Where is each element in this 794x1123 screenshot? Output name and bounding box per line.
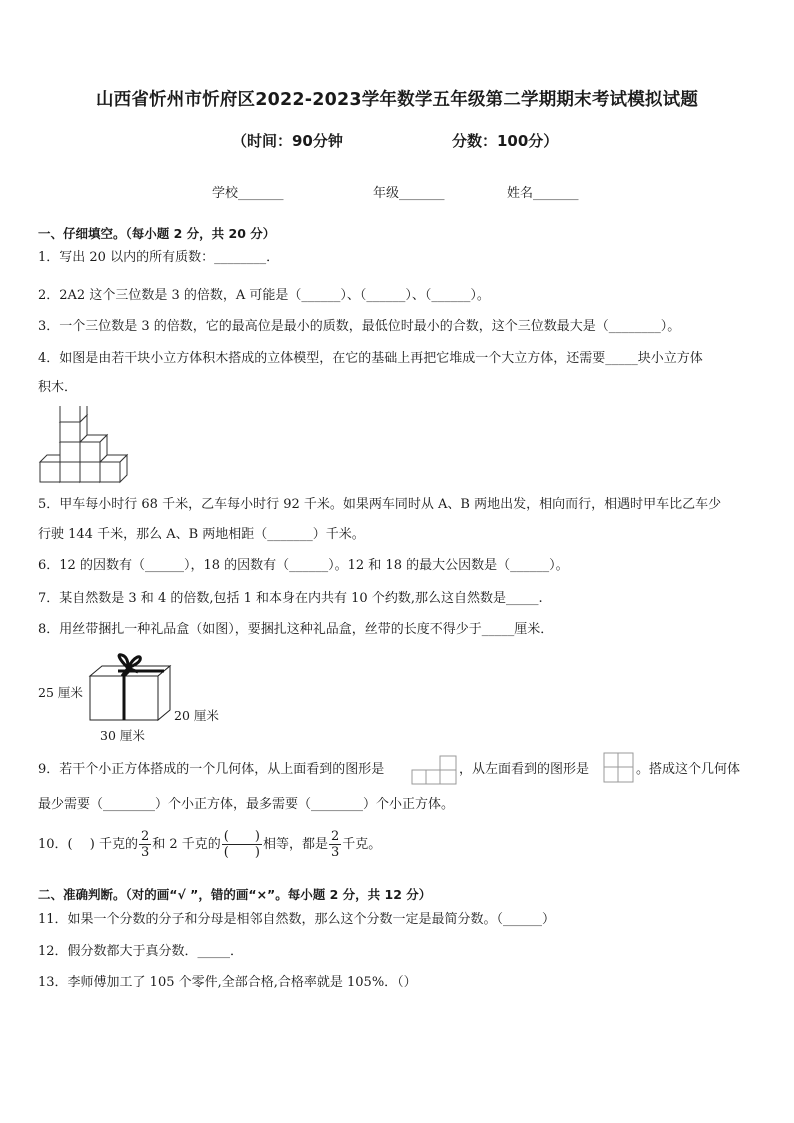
fraction-numerator: 2 — [330, 829, 340, 844]
cube-face — [40, 462, 60, 482]
name-field[interactable]: 姓名_______ — [507, 186, 579, 201]
left-view-figure — [603, 752, 635, 784]
question-5-line2: 行驶 144 千米，那么 A、B 两地相距（_______）千米。 — [38, 527, 365, 542]
question-9-part3: 。搭成这个几何体 — [636, 762, 741, 777]
question-7: 7．某自然数是 3 和 4 的倍数,包括 1 和本身在内共有 10 个约数,那么这自然数是_____. — [38, 591, 543, 606]
question-8: 8．用丝带捆扎一种礼品盒（如图），要捆扎这种礼品盒，丝带的长度不得少于_____厘米． — [38, 622, 554, 637]
q10-text-d: 千克。 — [342, 837, 382, 852]
fraction-two-thirds-b — [329, 829, 341, 860]
box-width-label: 20 厘米 — [174, 708, 219, 723]
cube-stack-figure — [38, 406, 142, 486]
question-9-line2: 最少需要（________）个小正方体，最多需要（________）个小正方体。 — [38, 797, 455, 812]
box-length-label: 30 厘米 — [100, 728, 145, 743]
cube-face — [60, 462, 80, 482]
question-3: 3．一个三位数是 3 的倍数，它的最高位是最小的质数，最低位时最小的合数，这个三位数最大是（________）。 — [38, 319, 681, 334]
page-title: 山西省忻州市忻府区2022-2023学年数学五年级第二学期期末考试模拟试题 — [95, 90, 699, 110]
cube-face — [80, 442, 100, 462]
question-5-line1: 5．甲车每小时行 68 千米，乙车每小时行 92 千米。如果两车同时从 A、B 两地出发，相向而行，相遇时甲车比乙车少 — [38, 497, 722, 512]
exam-score: 分数：100分） — [452, 132, 559, 150]
grade-field[interactable]: 年级_______ — [373, 186, 445, 201]
q10-text-b: 和 2 千克的 — [152, 837, 221, 852]
box-height-label: 25 厘米 — [38, 685, 83, 700]
question-11: 11．如果一个分数的分子和分母是相邻自然数，那么这个分数一定是最简分数。（______） — [38, 912, 556, 927]
cube-face — [60, 442, 80, 462]
top-view-figure — [411, 754, 459, 786]
cube-face — [100, 462, 120, 482]
question-4-line2: 积木． — [38, 380, 78, 395]
question-4-line1: 4．如图是由若干块小立方体积木搭成的立体模型，在它的基础上再把它堆成一个大立方体，还需要_____块小立方体 — [38, 351, 703, 366]
q10-text-c: 相等，都是 — [262, 837, 328, 852]
question-13: 13．李师傅加工了 105 个零件,全部合格,合格率就是 105%．（） — [38, 975, 417, 990]
fraction-denominator: 3 — [140, 845, 150, 860]
fraction-numerator: 2 — [140, 829, 150, 844]
question-2: 2．2A2 这个三位数是 3 的倍数，A 可能是（______）、（______）、（______）。 — [38, 288, 490, 303]
question-9-part2: ，从左面看到的图形是 — [459, 762, 590, 777]
section2-heading: 二、准确判断。（对的画“√ ”，错的画“×”。每小题 2 分，共 12 分） — [38, 887, 432, 902]
fraction-blank[interactable] — [222, 829, 262, 860]
question-9-part1: 9．若干个小正方体搭成的一个几何体，从上面看到的图形是 — [38, 762, 385, 777]
cube-face — [60, 406, 80, 422]
fraction-two-thirds-a — [139, 829, 151, 860]
question-10 — [38, 828, 381, 862]
question-6: 6．12 的因数有（______），18 的因数有（______）。12 和 18 的最大公因数是（______）。 — [38, 558, 569, 573]
exam-time: （时间：90分钟 — [232, 132, 343, 150]
cube-face — [60, 422, 80, 442]
question-1: 1．写出 20 以内的所有质数：________． — [38, 250, 280, 265]
school-field[interactable]: 学校_______ — [212, 186, 284, 201]
q10-text-a: 10．( ) 千克的 — [38, 837, 138, 852]
cube-face — [80, 462, 100, 482]
gift-box-figure — [88, 650, 178, 722]
fraction-blank-numerator: ( ) — [223, 829, 260, 844]
section1-heading: 一、仔细填空。（每小题 2 分，共 20 分） — [38, 226, 276, 241]
question-12: 12．假分数都大于真分数．_____． — [38, 944, 244, 959]
fraction-denominator: 3 — [330, 845, 340, 860]
fraction-blank-denominator: ( ) — [223, 845, 260, 860]
